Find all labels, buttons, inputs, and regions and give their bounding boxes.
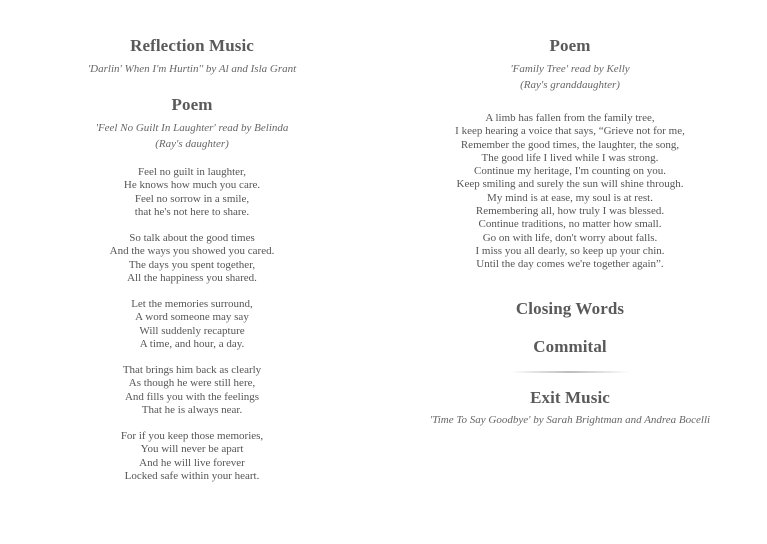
poem-detail-right-line1: 'Family Tree' read by Kelly [510, 63, 630, 75]
verse-line: The good life I lived while I was strong. [481, 151, 659, 164]
verse-line: Will suddenly recapture [139, 324, 245, 337]
verse-line: And he will live forever [139, 456, 245, 469]
verse-line: He knows how much you care. [123, 179, 261, 192]
verse-line: So talk about the good times [129, 232, 255, 244]
exit-music-detail: 'Time To Say Goodbye' by Sarah Brightman and Andrea Bocelli [429, 414, 711, 426]
family-tree-poem [420, 112, 720, 272]
reflection-music-detail: 'Darlin' When I'm Hurtin'' by Al and Isla Grant [87, 63, 297, 75]
verse-line: Locked safe within your heart. [124, 469, 260, 482]
exit-music-heading: Exit Music [530, 388, 610, 407]
verse-line: Remember the good times, the laughter, the song, [460, 138, 680, 151]
poem-heading-left: Poem [171, 95, 213, 114]
poem-detail-right-line2: (Ray's granddaughter) [520, 79, 620, 91]
poem-heading-right: Poem [549, 36, 591, 55]
stanza-3 [52, 298, 332, 351]
verse-line: Feel no sorrow in a smile, [134, 192, 250, 205]
verse-line: For if you keep those memories, [120, 430, 264, 442]
reflection-music-heading: Reflection Music [130, 36, 254, 55]
verse-line: My mind is at ease, my soul is at rest. [487, 191, 653, 204]
verse-line: Remembering all, how truly I was blessed. [475, 205, 665, 218]
verse-line: Keep smiling and surely the sun will shine through. [456, 178, 684, 191]
verse-line: As though he were still here, [128, 377, 256, 390]
verse-line: Until the day comes we're together again”. [476, 258, 664, 271]
stanza-2 [52, 232, 332, 285]
verse-line: That brings him back as clearly [122, 364, 262, 376]
poem-detail-left [52, 120, 332, 152]
poem-detail-left-line2: (Ray's daughter) [155, 138, 229, 150]
stanza-1 [52, 166, 332, 219]
verse-line: Let the memories surround, [131, 298, 253, 310]
verse-line: that he's not here to share. [134, 205, 250, 218]
poem-detail-left-line1: 'Feel No Guilt In Laughter' read by Belinda [95, 122, 289, 134]
poem-detail-right [420, 61, 720, 93]
verse-line: A limb has fallen from the family tree, [485, 112, 655, 124]
verse-line: And fills you with the feelings [124, 390, 260, 403]
verse-line: That he is always near. [141, 403, 243, 416]
verse-line: The days you spent together, [128, 258, 256, 271]
stanza-5 [52, 430, 332, 483]
verse-line: Go on with life, don't worry about falls. [482, 231, 658, 244]
verse-line: You will never be apart [140, 443, 244, 456]
section-divider [510, 371, 630, 373]
verse-line: I keep hearing a voice that says, “Grieve not for me, [455, 125, 685, 138]
verse-line: A time, and hour, a day. [139, 337, 245, 350]
verse-line: Feel no guilt in laughter, [137, 166, 246, 178]
closing-words-heading: Closing Words [515, 299, 625, 318]
verse-line: And the ways you showed you cared. [109, 245, 275, 258]
verse-line: I miss you all dearly, so keep up your chin. [475, 244, 665, 257]
verse-line: All the happiness you shared. [127, 271, 257, 284]
committal-heading: Commital [533, 337, 607, 356]
verse-line: Continue my heritage, I'm counting on you. [473, 165, 666, 178]
verse-line: Continue traditions, no matter how small. [478, 218, 662, 231]
stanza-4 [52, 364, 332, 417]
verse-line: A word someone may say [135, 311, 249, 324]
